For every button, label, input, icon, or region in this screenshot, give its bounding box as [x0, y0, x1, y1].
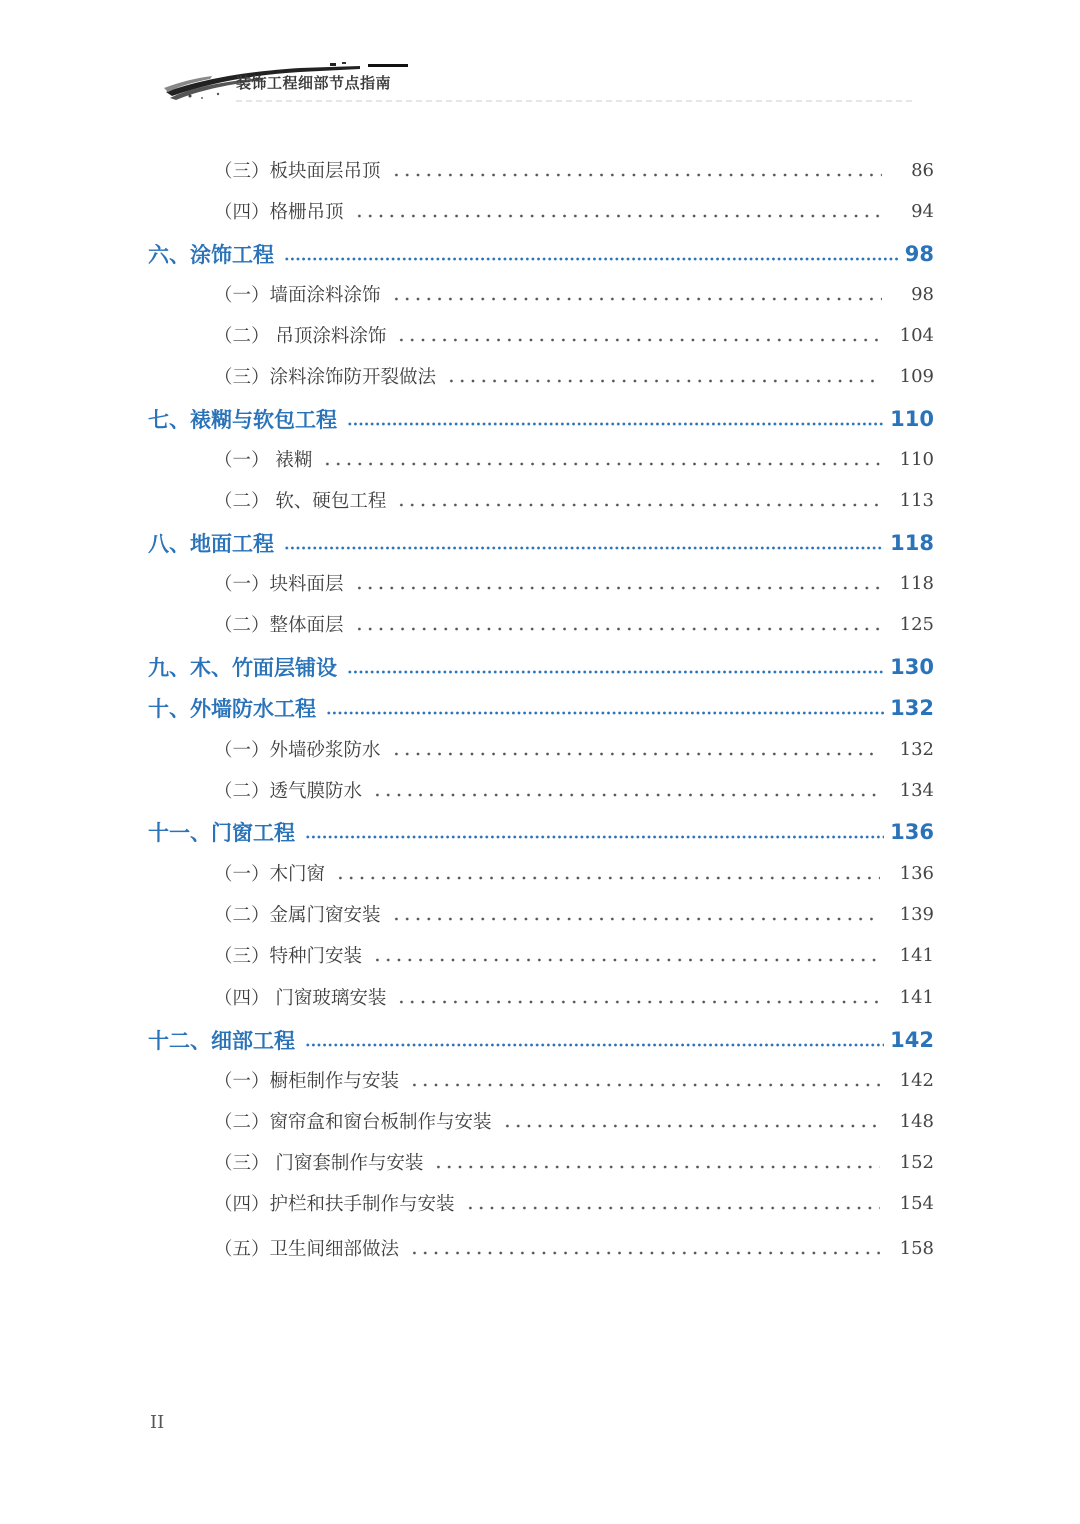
toc-entry-page-number: 141	[899, 986, 934, 1008]
toc-entry-title: （三）板块面层吊顶	[214, 161, 381, 182]
toc-section-entry	[148, 1020, 934, 1060]
toc-entry-title: 八、地面工程	[148, 532, 274, 556]
toc-dot-leader	[502, 1124, 880, 1128]
toc-entry-title: （一） 裱糊	[214, 450, 313, 471]
toc-entry-page-number: 113	[899, 489, 934, 511]
toc-subsection-entry	[214, 274, 934, 314]
toc-subsection-entry	[214, 150, 934, 190]
toc-subsection-entry	[214, 315, 934, 355]
toc-dot-leader	[322, 462, 879, 466]
toc-dot-leader	[372, 793, 880, 797]
toc-entry-page-number: 125	[899, 613, 934, 635]
toc-entry-title: （四）格栅吊顶	[214, 202, 344, 223]
toc-entry-page-number: 141	[899, 944, 934, 966]
toc-dot-leader	[409, 1083, 880, 1087]
toc-dot-leader	[347, 422, 884, 426]
toc-dot-leader	[284, 546, 884, 550]
toc-entry-title: （二） 软、硬包工程	[214, 491, 387, 512]
toc-entry-page-number: 86	[911, 159, 934, 181]
toc-entry-page-number: 118	[890, 531, 934, 555]
toc-subsection-entry	[214, 894, 934, 934]
toc-entry-page-number: 132	[890, 696, 934, 720]
toc-entry-title: （一）墙面涂料涂饰	[214, 285, 381, 306]
toc-entry-title: （二）窗帘盒和窗台板制作与安装	[214, 1112, 492, 1133]
toc-dot-leader	[305, 835, 884, 839]
toc-subsection-entry	[214, 563, 934, 603]
toc-entry-page-number: 142	[890, 1028, 934, 1052]
toc-entry-title: 十、外墙防水工程	[148, 697, 316, 721]
toc-section-entry	[148, 688, 934, 728]
toc-entry-page-number: 104	[899, 324, 934, 346]
toc-subsection-entry	[214, 1183, 934, 1223]
toc-entry-page-number: 136	[890, 820, 934, 844]
toc-entry-title: （一）块料面层	[214, 574, 344, 595]
toc-dot-leader	[305, 1043, 884, 1047]
toc-entry-title: 十一、门窗工程	[148, 821, 295, 845]
toc-entry-title: （二）整体面层	[214, 615, 344, 636]
toc-entry-title: （二）透气膜防水	[214, 781, 363, 802]
toc-entry-page-number: 148	[899, 1110, 934, 1132]
toc-subsection-entry	[214, 439, 934, 479]
toc-entry-page-number: 94	[911, 200, 934, 222]
toc-subsection-entry	[214, 977, 934, 1017]
toc-entry-title: （一）橱柜制作与安装	[214, 1071, 400, 1092]
toc-entry-page-number: 130	[890, 655, 934, 679]
toc-entry-title: 九、木、竹面层铺设	[148, 656, 337, 680]
toc-dot-leader	[396, 1000, 879, 1004]
toc-section-entry	[148, 812, 934, 852]
toc-entry-title: （一）木门窗	[214, 864, 326, 885]
toc-dot-leader	[409, 1251, 880, 1255]
toc-entry-title: 六、涂饰工程	[148, 243, 274, 267]
toc-entry-page-number: 142	[899, 1069, 934, 1091]
toc-subsection-entry	[214, 853, 934, 893]
toc-dot-leader	[354, 214, 882, 218]
toc-entry-page-number: 98	[904, 242, 934, 266]
toc-dot-leader	[391, 917, 880, 921]
toc-dot-leader	[335, 876, 880, 880]
toc-subsection-entry	[214, 1228, 934, 1268]
toc-entry-title: 七、裱糊与软包工程	[148, 408, 337, 432]
page-number-folio: II	[150, 1412, 165, 1433]
toc-dot-leader	[326, 711, 884, 715]
toc-dot-leader	[354, 586, 880, 590]
toc-entry-title: （二） 吊顶涂料涂饰	[214, 326, 387, 347]
toc-entry-page-number: 132	[899, 738, 934, 760]
toc-dot-leader	[433, 1165, 879, 1169]
toc-entry-page-number: 98	[911, 283, 934, 305]
toc-entry-page-number: 136	[899, 862, 934, 884]
toc-subsection-entry	[214, 729, 934, 769]
toc-section-entry	[148, 523, 934, 563]
toc-entry-title: （四）护栏和扶手制作与安装	[214, 1194, 455, 1215]
header-title: 装饰工程细部节点指南	[236, 74, 392, 92]
toc-subsection-entry	[214, 1142, 934, 1182]
toc-entry-page-number: 152	[899, 1151, 934, 1173]
toc-subsection-entry	[214, 604, 934, 644]
toc-subsection-entry	[214, 480, 934, 520]
toc-dot-leader	[391, 297, 882, 301]
toc-section-entry	[148, 399, 934, 439]
toc-section-entry	[148, 647, 934, 687]
toc-dot-leader	[391, 173, 882, 177]
toc-subsection-entry	[214, 356, 934, 396]
toc-entry-title: （五）卫生间细部做法	[214, 1239, 400, 1260]
toc-entry-page-number: 134	[899, 779, 934, 801]
toc-entry-page-number: 110	[890, 407, 934, 431]
toc-dot-leader	[354, 627, 880, 631]
toc-subsection-entry	[214, 1060, 934, 1100]
header-divider	[236, 100, 912, 102]
toc-entry-title: （三）涂料涂饰防开裂做法	[214, 367, 437, 388]
toc-dot-leader	[372, 958, 880, 962]
toc-entry-title: （三） 门窗套制作与安装	[214, 1153, 424, 1174]
toc-subsection-entry	[214, 1101, 934, 1141]
toc-entry-title: （一）外墙砂浆防水	[214, 740, 381, 761]
toc-entry-page-number: 139	[899, 903, 934, 925]
toc-subsection-entry	[214, 191, 934, 231]
toc-entry-page-number: 109	[899, 365, 934, 387]
toc-subsection-entry	[214, 770, 934, 810]
toc-dot-leader	[465, 1206, 880, 1210]
toc-dot-leader	[284, 257, 899, 261]
toc-entry-page-number: 118	[899, 572, 934, 594]
toc-entry-title: （四） 门窗玻璃安装	[214, 988, 387, 1009]
toc-dot-leader	[396, 503, 879, 507]
toc-entry-page-number: 158	[899, 1237, 934, 1259]
toc-dot-leader	[391, 752, 880, 756]
toc-entry-title: （三）特种门安装	[214, 946, 363, 967]
toc-dot-leader	[396, 338, 879, 342]
page-header	[0, 0, 1080, 110]
toc-subsection-entry	[214, 935, 934, 975]
toc-dot-leader	[347, 670, 884, 674]
toc-entry-page-number: 110	[899, 448, 934, 470]
toc-entry-page-number: 154	[899, 1192, 934, 1214]
toc-entry-title: 十二、细部工程	[148, 1029, 295, 1053]
toc-entry-title: （二）金属门窗安装	[214, 905, 381, 926]
toc-section-entry	[148, 234, 934, 274]
toc-dot-leader	[446, 379, 880, 383]
